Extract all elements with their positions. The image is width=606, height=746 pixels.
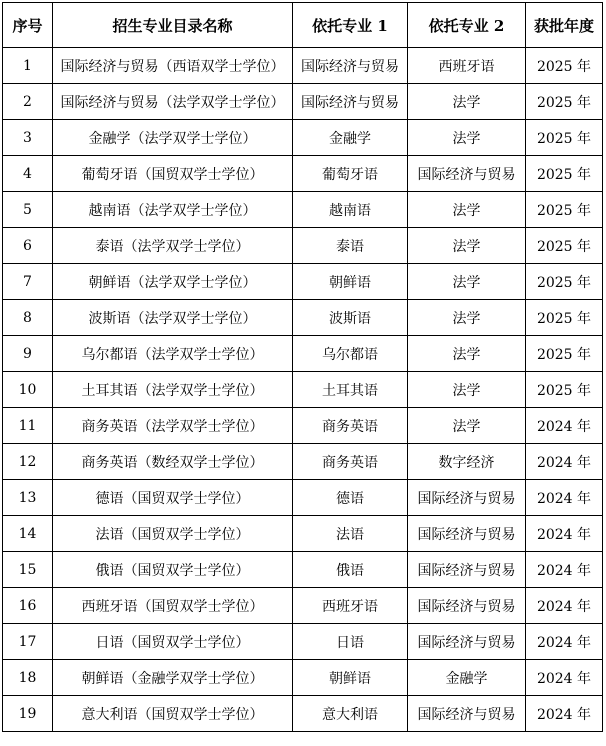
cell-approval-year: 2025 年	[526, 300, 603, 336]
cell-index: 7	[3, 264, 53, 300]
cell-base-major-1: 俄语	[293, 552, 408, 588]
table-row	[3, 660, 603, 696]
cell-program-name: 越南语（法学双学士学位）	[53, 192, 293, 228]
cell-base-major-2: 国际经济与贸易	[408, 516, 526, 552]
cell-approval-year: 2025 年	[526, 84, 603, 120]
cell-base-major-1: 日语	[293, 624, 408, 660]
cell-base-major-1: 越南语	[293, 192, 408, 228]
cell-base-major-1: 土耳其语	[293, 372, 408, 408]
cell-index: 8	[3, 300, 53, 336]
cell-program-name: 葡萄牙语（国贸双学士学位）	[53, 156, 293, 192]
cell-program-name: 商务英语（法学双学士学位）	[53, 408, 293, 444]
cell-base-major-2: 法学	[408, 192, 526, 228]
cell-approval-year: 2025 年	[526, 156, 603, 192]
cell-program-name: 朝鲜语（法学双学士学位）	[53, 264, 293, 300]
cell-index: 12	[3, 444, 53, 480]
majors-table	[2, 2, 603, 732]
table-row	[3, 444, 603, 480]
cell-index: 19	[3, 696, 53, 732]
header-index: 序号	[3, 3, 53, 48]
header-program-name: 招生专业目录名称	[53, 3, 293, 48]
cell-approval-year: 2025 年	[526, 372, 603, 408]
cell-index: 14	[3, 516, 53, 552]
cell-index: 17	[3, 624, 53, 660]
table-row	[3, 264, 603, 300]
cell-index: 9	[3, 336, 53, 372]
cell-program-name: 朝鲜语（金融学双学士学位）	[53, 660, 293, 696]
cell-base-major-2: 金融学	[408, 660, 526, 696]
cell-program-name: 俄语（国贸双学士学位）	[53, 552, 293, 588]
cell-approval-year: 2024 年	[526, 444, 603, 480]
cell-program-name: 西班牙语（国贸双学士学位）	[53, 588, 293, 624]
cell-approval-year: 2024 年	[526, 552, 603, 588]
cell-index: 4	[3, 156, 53, 192]
table-row	[3, 552, 603, 588]
cell-base-major-2: 国际经济与贸易	[408, 696, 526, 732]
cell-program-name: 泰语（法学双学士学位）	[53, 228, 293, 264]
cell-approval-year: 2024 年	[526, 516, 603, 552]
cell-index: 13	[3, 480, 53, 516]
cell-approval-year: 2025 年	[526, 228, 603, 264]
cell-approval-year: 2025 年	[526, 336, 603, 372]
cell-program-name: 日语（国贸双学士学位）	[53, 624, 293, 660]
cell-base-major-1: 葡萄牙语	[293, 156, 408, 192]
table-row	[3, 84, 603, 120]
cell-base-major-2: 法学	[408, 372, 526, 408]
table-row	[3, 696, 603, 732]
cell-base-major-2: 国际经济与贸易	[408, 480, 526, 516]
cell-base-major-1: 法语	[293, 516, 408, 552]
table-row	[3, 336, 603, 372]
cell-base-major-2: 国际经济与贸易	[408, 156, 526, 192]
cell-index: 11	[3, 408, 53, 444]
cell-index: 6	[3, 228, 53, 264]
cell-base-major-2: 国际经济与贸易	[408, 588, 526, 624]
cell-program-name: 乌尔都语（法学双学士学位）	[53, 336, 293, 372]
header-row	[3, 3, 603, 48]
cell-index: 1	[3, 48, 53, 84]
cell-base-major-1: 朝鲜语	[293, 660, 408, 696]
cell-approval-year: 2025 年	[526, 264, 603, 300]
cell-approval-year: 2024 年	[526, 696, 603, 732]
header-base-major-2: 依托专业 2	[408, 3, 526, 48]
table-row	[3, 480, 603, 516]
cell-approval-year: 2024 年	[526, 588, 603, 624]
cell-base-major-1: 乌尔都语	[293, 336, 408, 372]
cell-base-major-2: 法学	[408, 300, 526, 336]
cell-base-major-2: 法学	[408, 228, 526, 264]
cell-approval-year: 2024 年	[526, 624, 603, 660]
table-row	[3, 192, 603, 228]
cell-program-name: 波斯语（法学双学士学位）	[53, 300, 293, 336]
cell-index: 5	[3, 192, 53, 228]
cell-approval-year: 2025 年	[526, 48, 603, 84]
cell-approval-year: 2024 年	[526, 408, 603, 444]
cell-base-major-1: 波斯语	[293, 300, 408, 336]
table-row	[3, 624, 603, 660]
cell-program-name: 法语（国贸双学士学位）	[53, 516, 293, 552]
cell-base-major-2: 法学	[408, 264, 526, 300]
cell-base-major-1: 商务英语	[293, 444, 408, 480]
cell-index: 2	[3, 84, 53, 120]
cell-index: 16	[3, 588, 53, 624]
table-row	[3, 516, 603, 552]
cell-approval-year: 2024 年	[526, 480, 603, 516]
cell-base-major-1: 国际经济与贸易	[293, 48, 408, 84]
cell-base-major-2: 法学	[408, 120, 526, 156]
cell-index: 3	[3, 120, 53, 156]
cell-approval-year: 2025 年	[526, 192, 603, 228]
cell-base-major-2: 数字经济	[408, 444, 526, 480]
table-body	[3, 48, 603, 732]
cell-index: 10	[3, 372, 53, 408]
cell-base-major-1: 德语	[293, 480, 408, 516]
cell-program-name: 国际经济与贸易（法学双学士学位）	[53, 84, 293, 120]
cell-base-major-1: 国际经济与贸易	[293, 84, 408, 120]
cell-base-major-1: 金融学	[293, 120, 408, 156]
table-row	[3, 48, 603, 84]
cell-base-major-1: 朝鲜语	[293, 264, 408, 300]
table-row	[3, 588, 603, 624]
cell-base-major-1: 泰语	[293, 228, 408, 264]
header-base-major-1: 依托专业 1	[293, 3, 408, 48]
table-row	[3, 228, 603, 264]
cell-approval-year: 2025 年	[526, 120, 603, 156]
cell-base-major-2: 国际经济与贸易	[408, 624, 526, 660]
cell-base-major-2: 法学	[408, 408, 526, 444]
cell-program-name: 商务英语（数经双学士学位）	[53, 444, 293, 480]
cell-approval-year: 2024 年	[526, 660, 603, 696]
table-row	[3, 120, 603, 156]
table-row	[3, 300, 603, 336]
cell-program-name: 土耳其语（法学双学士学位）	[53, 372, 293, 408]
table-row	[3, 408, 603, 444]
cell-base-major-2: 法学	[408, 336, 526, 372]
cell-base-major-1: 商务英语	[293, 408, 408, 444]
cell-index: 15	[3, 552, 53, 588]
table-row	[3, 156, 603, 192]
cell-program-name: 德语（国贸双学士学位）	[53, 480, 293, 516]
table-header	[3, 3, 603, 48]
cell-index: 18	[3, 660, 53, 696]
cell-program-name: 意大利语（国贸双学士学位）	[53, 696, 293, 732]
cell-base-major-1: 西班牙语	[293, 588, 408, 624]
cell-base-major-2: 国际经济与贸易	[408, 552, 526, 588]
header-approval-year: 获批年度	[526, 3, 603, 48]
cell-program-name: 金融学（法学双学士学位）	[53, 120, 293, 156]
cell-base-major-2: 西班牙语	[408, 48, 526, 84]
cell-base-major-1: 意大利语	[293, 696, 408, 732]
cell-base-major-2: 法学	[408, 84, 526, 120]
table-row	[3, 372, 603, 408]
cell-program-name: 国际经济与贸易（西语双学士学位）	[53, 48, 293, 84]
